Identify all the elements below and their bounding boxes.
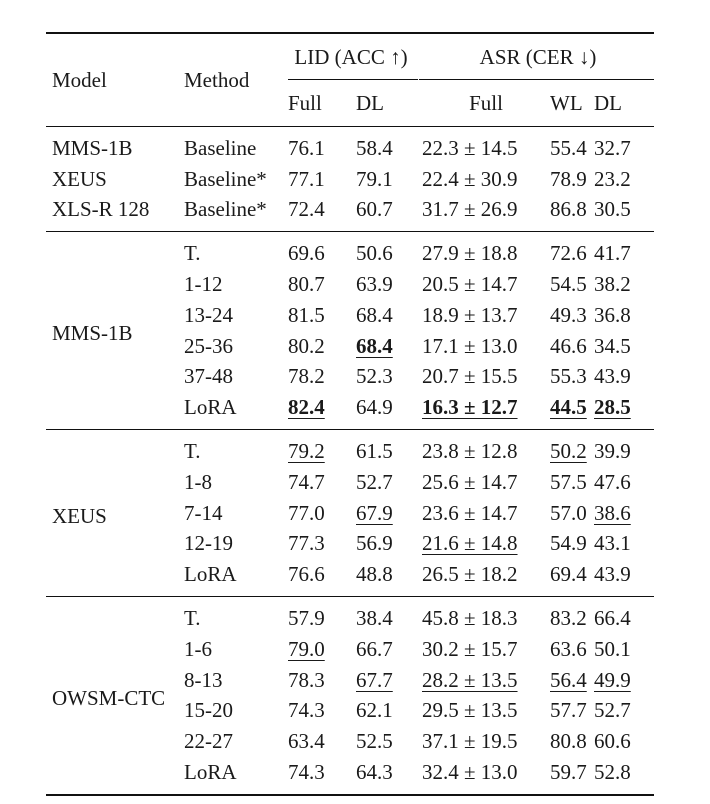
cell-asr-wl-value: 54.9 (550, 531, 587, 556)
cell-lid-dl-value: 67.9 (356, 500, 393, 525)
cell-lid-dl (356, 498, 414, 529)
cell-lid-dl (356, 232, 414, 269)
cell-method-value: T. (184, 439, 201, 464)
cell-asr-full-value: 20.7 ± 15.5 (422, 364, 518, 389)
cell-asr-dl-value: 43.1 (594, 531, 631, 556)
cell-lid-full (288, 665, 356, 696)
cell-asr-full (422, 467, 550, 498)
cell-asr-wl (550, 696, 594, 727)
cell-lid-full-value: 76.6 (288, 562, 325, 587)
header-lid-group (288, 33, 414, 80)
cell-asr-dl (594, 331, 654, 362)
cell-lid-dl (356, 467, 414, 498)
cell-method (184, 362, 288, 393)
cell-asr-dl-value: 43.9 (594, 364, 631, 389)
cell-lid-full (288, 559, 356, 596)
cell-method-value: LoRA (184, 395, 237, 420)
cell-method-value: LoRA (184, 760, 237, 785)
cell-lid-full-value: 63.4 (288, 729, 325, 754)
cell-asr-wl-value: 57.5 (550, 469, 587, 494)
cell-asr-dl-value: 32.7 (594, 135, 631, 160)
cell-lid-dl (356, 726, 414, 757)
cell-method (184, 757, 288, 795)
cell-method (184, 529, 288, 560)
cell-lid-dl-value: 52.3 (356, 364, 393, 389)
cell-lid-full (288, 392, 356, 429)
cell-asr-full-value: 28.2 ± 13.5 (422, 667, 518, 692)
cell-asr-wl (550, 634, 594, 665)
cell-model: MMS-1B (52, 135, 133, 160)
cell-lid-dl-value: 38.4 (356, 606, 393, 631)
header-asr-full: Full (469, 90, 503, 115)
cell-asr-wl-value: 57.7 (550, 698, 587, 723)
cell-lid-full (288, 232, 356, 269)
cell-lid-full (288, 362, 356, 393)
cell-lid-dl (356, 392, 414, 429)
cell-lid-full-value: 77.3 (288, 531, 325, 556)
cell-lid-dl (356, 634, 414, 665)
cell-lid-dl-value: 63.9 (356, 272, 393, 297)
cell-lid-full-value: 74.3 (288, 760, 325, 785)
cell-asr-full-value: 17.1 ± 13.0 (422, 333, 518, 358)
cell-model: XLS-R 128 (52, 197, 150, 222)
header-asr-group (422, 33, 654, 80)
cell-asr-wl (550, 127, 594, 164)
cell-asr-wl-value: 55.3 (550, 364, 587, 389)
cell-lid-full-value: 57.9 (288, 606, 325, 631)
cell-lid-dl-value: 56.9 (356, 531, 393, 556)
cell-lid-dl-value: 52.5 (356, 729, 393, 754)
cell-asr-wl-value: 57.0 (550, 500, 587, 525)
cell-method-value: T. (184, 606, 201, 631)
header-method: Method (184, 67, 250, 92)
cell-method-value: 7-14 (184, 500, 223, 525)
cell-asr-dl (594, 529, 654, 560)
cell-lid-full (288, 597, 356, 634)
cell-asr-dl (594, 300, 654, 331)
cell-method (184, 726, 288, 757)
cell-asr-full-value: 29.5 ± 13.5 (422, 698, 518, 723)
cell-asr-wl (550, 757, 594, 795)
table-header (46, 33, 654, 127)
results-table (46, 32, 654, 796)
cell-asr-wl-value: 78.9 (550, 166, 587, 191)
cell-lid-full (288, 634, 356, 665)
cell-method (184, 127, 288, 164)
header-model: Model (52, 67, 107, 92)
header-lid-group-label: LID (ACC ↑) (294, 44, 408, 69)
cell-lid-full (288, 269, 356, 300)
cell-lid-full (288, 726, 356, 757)
cell-asr-wl-value: 63.6 (550, 636, 587, 661)
cell-asr-wl-value: 49.3 (550, 302, 587, 327)
cell-asr-dl-value: 36.8 (594, 302, 631, 327)
cell-asr-full-value: 23.6 ± 14.7 (422, 500, 518, 525)
cell-asr-full (422, 195, 550, 232)
cell-asr-dl-value: 38.6 (594, 500, 631, 525)
table-row (46, 232, 654, 269)
cell-asr-dl (594, 467, 654, 498)
cell-asr-full (422, 757, 550, 795)
cell-asr-full (422, 529, 550, 560)
cell-method-value: Baseline* (184, 197, 267, 222)
cell-lid-full (288, 529, 356, 560)
cell-method (184, 696, 288, 727)
cell-asr-wl-value: 56.4 (550, 667, 587, 692)
cell-method-value: 25-36 (184, 333, 233, 358)
table-row (46, 195, 654, 232)
cell-lid-dl-value: 66.7 (356, 636, 393, 661)
cell-lid-dl (356, 597, 414, 634)
cell-method-value: T. (184, 241, 201, 266)
cell-asr-full (422, 300, 550, 331)
cell-method-value: 13-24 (184, 302, 233, 327)
cell-lid-dl (356, 362, 414, 393)
cell-asr-wl-value: 46.6 (550, 333, 587, 358)
cell-lid-full-value: 69.6 (288, 241, 325, 266)
cell-method (184, 597, 288, 634)
lid-cmidrule (288, 79, 418, 80)
header-asr-wl: WL (550, 90, 583, 115)
cell-method (184, 195, 288, 232)
cell-lid-dl-value: 52.7 (356, 469, 393, 494)
cell-lid-full-value: 78.2 (288, 364, 325, 389)
cell-lid-dl-value: 58.4 (356, 135, 393, 160)
cell-method-value: 1-6 (184, 636, 212, 661)
cell-asr-wl-value: 72.6 (550, 241, 587, 266)
cell-asr-dl (594, 634, 654, 665)
cell-lid-full-value: 77.0 (288, 500, 325, 525)
cell-method (184, 498, 288, 529)
cell-model-group: MMS-1B (52, 321, 133, 346)
cell-asr-full-value: 27.9 ± 18.8 (422, 241, 518, 266)
cell-asr-wl-value: 50.2 (550, 439, 587, 464)
cell-lid-dl (356, 195, 414, 232)
cell-lid-full (288, 300, 356, 331)
cell-asr-wl (550, 269, 594, 300)
cell-asr-dl (594, 726, 654, 757)
cell-lid-full-value: 80.2 (288, 333, 325, 358)
cell-asr-wl (550, 300, 594, 331)
cell-asr-dl-value: 43.9 (594, 562, 631, 587)
cell-asr-full (422, 269, 550, 300)
cell-asr-full (422, 498, 550, 529)
cell-asr-wl (550, 430, 594, 467)
cell-lid-full (288, 757, 356, 795)
cell-asr-dl-value: 50.1 (594, 636, 631, 661)
cell-lid-full (288, 467, 356, 498)
cell-lid-dl (356, 757, 414, 795)
cell-asr-dl-value: 66.4 (594, 606, 631, 631)
cell-lid-dl (356, 665, 414, 696)
cell-asr-dl-value: 49.9 (594, 667, 631, 692)
cell-asr-full (422, 232, 550, 269)
cell-method-value: 1-12 (184, 272, 223, 297)
cell-lid-full-value: 79.0 (288, 636, 325, 661)
cell-asr-wl (550, 362, 594, 393)
cell-method (184, 269, 288, 300)
cell-asr-dl (594, 232, 654, 269)
cell-lid-dl-value: 48.8 (356, 562, 393, 587)
cell-method-value: Baseline (184, 135, 257, 160)
cell-lid-full-value: 80.7 (288, 272, 325, 297)
header-asr-group-label: ASR (CER ↓) (479, 44, 597, 69)
cell-model: XEUS (52, 166, 107, 191)
cell-asr-dl-value: 52.8 (594, 760, 631, 785)
cell-lid-full-value: 81.5 (288, 302, 325, 327)
cell-lid-full (288, 164, 356, 195)
header-lid-full: Full (288, 90, 322, 115)
cell-asr-wl (550, 726, 594, 757)
cell-lid-dl (356, 430, 414, 467)
cell-asr-full (422, 696, 550, 727)
cell-asr-full-value: 22.4 ± 30.9 (422, 166, 518, 191)
cell-lid-full-value: 79.2 (288, 439, 325, 464)
cell-lid-full-value: 82.4 (288, 395, 325, 420)
cell-lid-full-value: 78.3 (288, 667, 325, 692)
cell-model-group: XEUS (52, 503, 107, 528)
cell-method (184, 559, 288, 596)
cell-lid-full (288, 430, 356, 467)
cell-asr-wl (550, 597, 594, 634)
cell-asr-wl (550, 529, 594, 560)
cell-lid-dl-value: 64.9 (356, 395, 393, 420)
table-row (46, 164, 654, 195)
cell-asr-dl-value: 52.7 (594, 698, 631, 723)
cell-asr-full-value: 45.8 ± 18.3 (422, 606, 518, 631)
cell-asr-dl (594, 597, 654, 634)
results-table-container (46, 32, 654, 796)
cell-method-value: 12-19 (184, 531, 233, 556)
cell-lid-dl-value: 67.7 (356, 667, 393, 692)
cell-asr-dl (594, 757, 654, 795)
cell-asr-full-value: 20.5 ± 14.7 (422, 272, 518, 297)
cell-asr-wl-value: 59.7 (550, 760, 587, 785)
cell-method-value: LoRA (184, 562, 237, 587)
cell-lid-dl (356, 529, 414, 560)
cell-lid-dl (356, 269, 414, 300)
cell-asr-full (422, 362, 550, 393)
cell-method-value: Baseline* (184, 166, 267, 191)
cell-lid-dl-value: 79.1 (356, 166, 393, 191)
cell-lid-dl-value: 64.3 (356, 760, 393, 785)
cell-lid-full-value: 74.3 (288, 698, 325, 723)
cell-method (184, 392, 288, 429)
cell-asr-full (422, 559, 550, 596)
cell-lid-full-value: 74.7 (288, 469, 325, 494)
cell-asr-wl-value: 86.8 (550, 197, 587, 222)
header-asr-dl: DL (594, 90, 622, 115)
cell-asr-full (422, 634, 550, 665)
cell-asr-wl (550, 467, 594, 498)
cell-asr-dl-value: 38.2 (594, 272, 631, 297)
cell-asr-full-value: 25.6 ± 14.7 (422, 469, 518, 494)
cell-asr-dl (594, 127, 654, 164)
cell-asr-wl (550, 232, 594, 269)
cell-asr-dl (594, 430, 654, 467)
cell-asr-dl (594, 665, 654, 696)
cell-asr-wl-value: 55.4 (550, 135, 587, 160)
cell-asr-wl-value: 80.8 (550, 729, 587, 754)
cell-lid-dl (356, 696, 414, 727)
cell-method-value: 8-13 (184, 667, 223, 692)
cell-asr-full-value: 26.5 ± 18.2 (422, 562, 518, 587)
cell-method (184, 665, 288, 696)
cell-lid-full-value: 77.1 (288, 166, 325, 191)
cell-asr-dl-value: 39.9 (594, 439, 631, 464)
cell-lid-dl (356, 300, 414, 331)
cell-lid-dl (356, 559, 414, 596)
cell-method (184, 300, 288, 331)
cell-asr-full (422, 392, 550, 429)
cell-lid-dl (356, 331, 414, 362)
cell-asr-dl-value: 41.7 (594, 241, 631, 266)
cell-asr-full-value: 22.3 ± 14.5 (422, 135, 518, 160)
cell-asr-dl (594, 696, 654, 727)
cell-asr-full (422, 164, 550, 195)
cell-lid-dl-value: 60.7 (356, 197, 393, 222)
cell-lid-full-value: 76.1 (288, 135, 325, 160)
cell-model-group: OWSM-CTC (52, 686, 166, 711)
cell-asr-wl-value: 69.4 (550, 562, 587, 587)
cell-asr-wl-value: 44.5 (550, 395, 587, 420)
cell-lid-full (288, 331, 356, 362)
cell-method-value: 15-20 (184, 698, 233, 723)
cell-asr-dl-value: 30.5 (594, 197, 631, 222)
cell-asr-wl (550, 498, 594, 529)
cell-asr-full-value: 37.1 ± 19.5 (422, 729, 518, 754)
cell-asr-dl (594, 269, 654, 300)
cell-asr-dl (594, 164, 654, 195)
table-row (46, 430, 654, 467)
cell-asr-full-value: 30.2 ± 15.7 (422, 636, 518, 661)
cell-asr-wl (550, 164, 594, 195)
cell-lid-dl-value: 50.6 (356, 241, 393, 266)
cell-asr-full-value: 23.8 ± 12.8 (422, 439, 518, 464)
cell-asr-full-value: 31.7 ± 26.9 (422, 197, 518, 222)
cell-asr-full (422, 430, 550, 467)
cell-asr-full-value: 32.4 ± 13.0 (422, 760, 518, 785)
cell-method (184, 467, 288, 498)
table-body (46, 127, 654, 795)
cell-asr-full (422, 726, 550, 757)
cell-asr-wl (550, 195, 594, 232)
cell-asr-wl (550, 392, 594, 429)
table-row (46, 597, 654, 634)
cell-asr-dl-value: 60.6 (594, 729, 631, 754)
cell-asr-wl (550, 331, 594, 362)
asr-cmidrule (419, 79, 654, 80)
cell-asr-wl (550, 559, 594, 596)
cell-method-value: 1-8 (184, 469, 212, 494)
cell-asr-full (422, 665, 550, 696)
cell-asr-full-value: 16.3 ± 12.7 (422, 395, 518, 420)
cell-method (184, 164, 288, 195)
cell-lid-dl (356, 164, 414, 195)
cell-asr-dl (594, 392, 654, 429)
cell-method (184, 232, 288, 269)
cell-method-value: 37-48 (184, 364, 233, 389)
cell-asr-full (422, 331, 550, 362)
cell-asr-dl-value: 34.5 (594, 333, 631, 358)
cell-asr-dl-value: 23.2 (594, 166, 631, 191)
cell-asr-dl (594, 498, 654, 529)
cell-lid-dl-value: 62.1 (356, 698, 393, 723)
cell-lid-full (288, 696, 356, 727)
cell-asr-full-value: 21.6 ± 14.8 (422, 531, 518, 556)
cell-lid-dl-value: 68.4 (356, 333, 393, 358)
cell-asr-dl-value: 47.6 (594, 469, 631, 494)
cell-method (184, 331, 288, 362)
cell-method (184, 430, 288, 467)
cell-lid-full (288, 127, 356, 164)
cell-asr-wl-value: 54.5 (550, 272, 587, 297)
cell-asr-dl-value: 28.5 (594, 395, 631, 420)
cell-asr-wl (550, 665, 594, 696)
cell-lid-dl-value: 68.4 (356, 302, 393, 327)
table-row (46, 127, 654, 164)
cell-lid-full (288, 195, 356, 232)
cell-asr-dl (594, 362, 654, 393)
cell-method-value: 22-27 (184, 729, 233, 754)
cell-asr-dl (594, 195, 654, 232)
cell-lid-full-value: 72.4 (288, 197, 325, 222)
cell-asr-wl-value: 83.2 (550, 606, 587, 631)
cell-lid-dl (356, 127, 414, 164)
cell-lid-dl-value: 61.5 (356, 439, 393, 464)
cell-method (184, 634, 288, 665)
cell-asr-dl (594, 559, 654, 596)
header-lid-dl: DL (356, 90, 384, 115)
cell-asr-full-value: 18.9 ± 13.7 (422, 302, 518, 327)
cell-asr-full (422, 127, 550, 164)
cell-lid-full (288, 498, 356, 529)
cell-asr-full (422, 597, 550, 634)
